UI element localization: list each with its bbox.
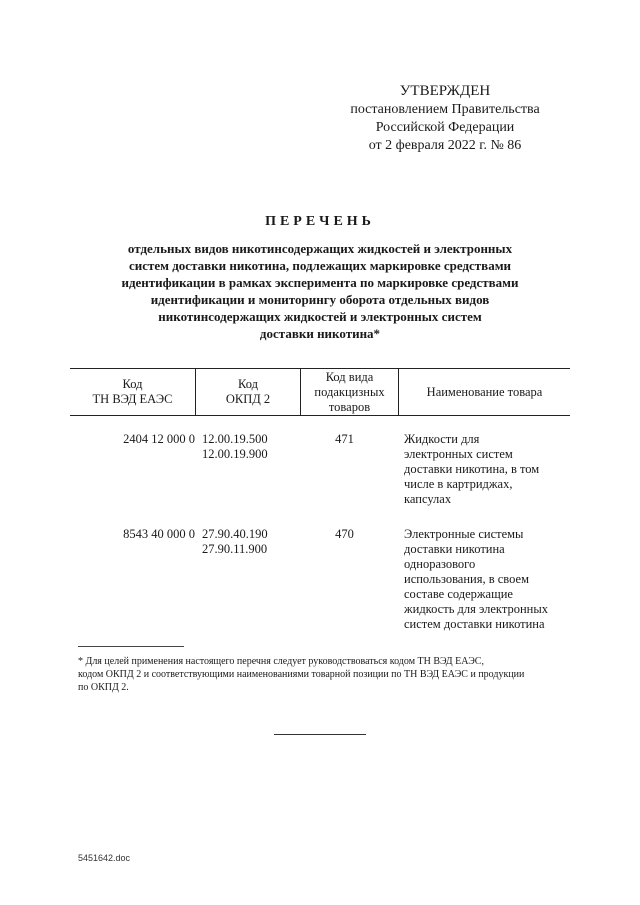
subtitle-line: идентификации в рамках эксперимента по маркировке средствами	[121, 275, 519, 290]
header-tnved-line1: Код	[122, 377, 143, 391]
product-name-line: систем доставки никотина	[404, 617, 545, 631]
table-row	[70, 527, 570, 637]
approval-block	[330, 82, 560, 155]
product-name-line: составе содержащие	[404, 587, 513, 601]
header-name	[399, 369, 570, 415]
header-tnved-line2: ТН ВЭД ЕАЭС	[92, 392, 173, 406]
header-excise-line2: подакцизных	[314, 384, 385, 399]
subtitle-line: отдельных видов никотинсодержащих жидкостей и электронных	[127, 241, 513, 256]
product-name-line: Жидкости для	[404, 432, 480, 446]
okpd-code: 12.00.19.500	[202, 432, 268, 446]
table-header	[70, 368, 570, 416]
end-separator	[274, 734, 366, 735]
document-title: ПЕРЕЧЕНЬ	[265, 214, 375, 229]
cell-excise-code: 471	[335, 432, 354, 446]
footnote-separator	[78, 646, 184, 647]
subtitle-line: никотинсодержащих жидкостей и электронных систем	[158, 309, 482, 324]
header-excise-line3: товаров	[328, 399, 371, 414]
cell-product-name	[404, 527, 564, 632]
header-okpd	[196, 369, 300, 415]
header-name-label: Наименование товара	[426, 384, 543, 399]
header-okpd-line1: Код	[238, 377, 258, 391]
approval-line-3: Российской Федерации	[375, 120, 515, 135]
product-name-line: одноразового	[404, 557, 476, 571]
cell-tnved: 2404 12 000 0	[123, 432, 195, 446]
header-excise	[301, 369, 398, 415]
footnote-line: кодом ОКПД 2 и соответствующими наименованиями товарной позиции по ТН ВЭД ЕАЭС и продукции	[78, 669, 525, 680]
subtitle-line: идентификации и мониторингу оборота отдельных видов	[150, 292, 490, 307]
approval-heading: УТВЕРЖДЕН	[399, 83, 491, 99]
approval-line-2: постановлением Правительства	[350, 102, 540, 117]
document-subtitle	[90, 240, 550, 342]
products-table	[70, 368, 570, 637]
table-row	[70, 432, 570, 527]
subtitle-line: доставки никотина*	[259, 326, 381, 341]
product-name-line: электронных систем	[404, 447, 513, 461]
header-okpd-line2: ОКПД 2	[225, 392, 271, 406]
footnote-line: * Для целей применения настоящего перечня следует руководствоваться кодом ТН ВЭД ЕАЭС,	[78, 656, 484, 667]
product-name-line: числе в картриджах,	[404, 477, 513, 491]
okpd-code: 27.90.11.900	[202, 542, 268, 556]
footnote	[78, 655, 564, 694]
product-name-line: доставки никотина, в том	[404, 462, 540, 476]
approval-line-4: от 2 февраля 2022 г. № 86	[368, 138, 522, 153]
header-excise-line1: Код вида	[325, 369, 374, 384]
product-name-line: Электронные системы	[404, 527, 524, 541]
header-tnved	[70, 369, 195, 415]
footnote-line: по ОКПД 2.	[78, 682, 129, 693]
product-name-line: доставки никотина	[404, 542, 505, 556]
cell-excise-code: 470	[335, 527, 354, 541]
subtitle-line: систем доставки никотина, подлежащих маркировке средствами	[128, 258, 512, 273]
product-name-line: использования, в своем	[404, 572, 529, 586]
cell-tnved: 8543 40 000 0	[123, 527, 195, 541]
okpd-code: 27.90.40.190	[202, 527, 268, 541]
product-name-line: жидкость для электронных	[404, 602, 548, 616]
okpd-code: 12.00.19.900	[202, 447, 268, 461]
cell-okpd	[202, 527, 302, 557]
cell-product-name	[404, 432, 564, 507]
product-name-line: капсулах	[404, 492, 452, 506]
cell-okpd	[202, 432, 302, 462]
document-filename: 5451642.doc	[78, 853, 131, 863]
